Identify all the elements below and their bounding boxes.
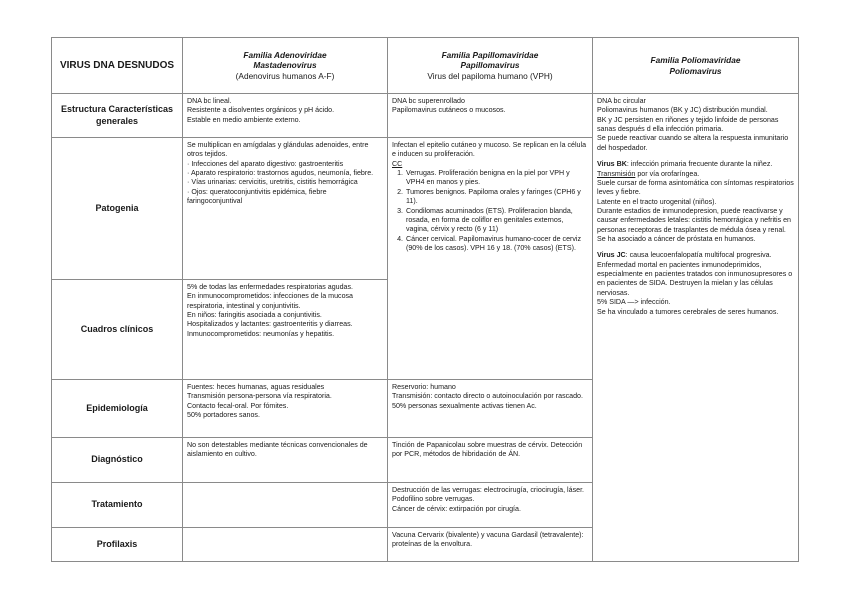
cc-label: CC [392,159,403,168]
text-line: 5% SIDA —> infección. [597,298,671,307]
text-line: Papilomavirus cutáneos o mucosos. [392,106,506,115]
polio-family: Familia Poliomaviridae [650,55,741,66]
papilo-sub: Virus del papiloma humano (VPH) [427,70,553,81]
text-line: Poliomavirus humanos (BK y JC) distribución mundial. [597,106,768,115]
list-item: 1. Verrugas. Proliferación benigna en la piel por VPH y VPH4 en manos y pies. [405,169,588,188]
label-tratamiento: Tratamiento [52,483,183,528]
text-line: Se ha asociado a cáncer de próstata en humanos. [597,235,756,244]
label-cuadros: Cuadros clínicos [52,280,183,380]
papilo-genus: Papillomavirus [460,60,520,71]
adeno-profilaxis [183,528,388,562]
jc-text: : causa leucoenfalopatía multifocal progresiva. Enfermedad mortal en pacientes inmunodeprimidos, especialmente en pacientes tratados con inmunosupresores o en pacientes de SIDA. Destruyen la mielan y las células nerviosas. [597,251,793,297]
papilo-profilaxis [388,528,593,562]
bk-text: : infección primaria frecuente durante la niñez. [626,160,773,169]
text-line: No son detestables mediante técnicas convencionales de aislamiento en cultivo. [187,441,368,459]
jc-label: Virus JC [597,251,626,260]
adeno-sub: (Adenovirus humanos A-F) [235,70,335,81]
trans-line [597,170,794,179]
text-line: Resistente a disolventes orgánicos y pH ácido. [187,106,335,115]
text-line: BK y JC persisten en riñones y tejido linfoide de personas sanas después d ella infección primaria. [597,115,779,134]
text-line: 50% personas sexualmente activas tienen Ac. [392,401,537,410]
text-line: Se puede reactivar cuando se altera la respuesta inmunitario del hospedador. [597,134,789,152]
label-estructura: Estructura Características generales [52,94,183,138]
adeno-cuadros [183,280,388,380]
papilo-estructura [388,94,593,138]
corner-title: VIRUS DNA DESNUDOS [52,38,183,94]
text-line: Se multiplican en amígdalas y glándulas adenoides, entre otros tejidos. [187,141,369,159]
text-line: · Ojos: queratoconjuntivitis epidémica, fiebre faringoconjuntival [187,187,327,206]
text-line: Estable en medio ambiente externo. [187,115,301,124]
text-line: 5% de todas las enfermedades respiratorias agudas. [187,283,354,291]
text-line: Se ha vinculado a tumores cerebrales de seres humanos. [597,307,779,316]
text-line: DNA bc lineal. [187,97,232,105]
papilo-list [392,169,588,253]
papilo-family: Familia Papillomaviridae [441,49,539,60]
papilo-diagnostico [388,438,593,483]
list-item: 3. Condilomas acuminados (ETS). Proliferacion blanda, rosada, en forma de coliflor en genitales externos, vagina, cérvix y recto (6 y 11) [405,207,588,235]
text-line: Durante estadios de inmunodepresion, puede reactivarse y causar enfermedades letales: cistitis hemorrágica y nefritis en personas receptoras de trasplantes de médula ósea y renal. [597,206,791,234]
adeno-epidemiologia [183,380,388,438]
text-line: Infectan el epitelio cutáneo y mucoso. Se replican en la célula e inducen su proliferación. [392,141,587,159]
text-line: DNA bc superenrollado [392,97,465,105]
trans-text: por vía orofaríngea. [635,169,700,178]
header-adenoviridae [183,38,388,94]
text-line: Vacuna Cervarix (bivalente) y vacuna Gardasil (tetravalente): proteínas de la envoltura. [392,531,584,549]
text-line: Inmunocomprometidos: neumonías y hepatitis. [187,329,335,338]
bk-line [597,160,794,169]
label-profilaxis: Profilaxis [52,528,183,562]
label-diagnostico: Diagnóstico [52,438,183,483]
text-line: · Aparato respiratorio: trastornos agudos, neumonía, fiebre. [187,169,374,178]
adeno-family: Familia Adenoviridae [243,49,327,60]
polio-cell [593,94,799,562]
adeno-estructura [183,94,388,138]
text-line: Fuentes: heces humanas, aguas residuales [187,383,325,391]
adeno-diagnostico [183,438,388,483]
list-item: 4. Cáncer cervical. Papilomavirus humano-cocer de cerviz (90% de los casos). VPH 16 y 18. (70% casos) (ETS). [405,235,588,254]
text-line: DNA bc circular [597,97,646,105]
text-line: Latente en el tracto urogenital (niños). [597,197,717,206]
text-line: Transmisión: contacto directo o autoinoculación por rascado. [392,392,583,401]
header-row [52,38,799,94]
text-line: 50% portadores sanos. [187,411,260,420]
text-line: Tinción de Papanicolau sobre muestras de cérvix. Detección por PCR, métodos de hibridación de ÁN. [392,441,583,459]
text-line: Contacto fecal-oral. Por fómites. [187,401,289,410]
label-epidemiologia: Epidemiología [52,380,183,438]
trans-label: Transmisión [597,169,636,178]
virus-table [51,37,799,562]
polio-genus: Poliomavirus [669,65,722,76]
text-line: Suele cursar de forma asintomática con síntomas respiratorios leves y fiebre. [597,178,794,197]
papilo-epidemiologia [388,380,593,438]
row-estructura [52,94,799,138]
adeno-patogenia [183,138,388,280]
papilo-tratamiento [388,483,593,528]
list-item: 2. Tumores benignos. Papiloma orales y faringes (CPH6 y 11). [405,188,588,207]
text-line: En inmunocomprometidos: infecciones de la mucosa respiratoria, intestinal y conjuntivitis. [187,292,353,310]
adeno-genus: Mastadenovirus [253,60,317,71]
text-line: Transmisión persona-persona vía respiratoria. [187,392,332,401]
header-poliomaviridae [593,38,799,94]
text-line: En niños: faringitis asociada a conjuntivitis. [187,311,322,320]
adeno-tratamiento [183,483,388,528]
text-line: Destrucción de las verrugas: electrocirugía, criocirugía, láser. Podofilino sobre verrugas. [392,486,585,504]
text-line: Hospitalizados y lactantes: gastroenteritis y diarreas. [187,320,353,329]
text-line: Reservorio: humano [392,383,456,391]
header-papillomaviridae [388,38,593,94]
label-patogenia: Patogenia [52,138,183,280]
text-line: · Infecciones del aparato digestivo: gastroenteritis [187,159,344,168]
papilo-patogenia [388,138,593,380]
text-line: · Vías urinarias: cervicitis, uretritis, cistitis hemorrágica [187,178,358,187]
jc-line [597,251,794,298]
text-line: Cáncer de cérvix: extirpación por cirugía. [392,504,521,513]
bk-label: Virus BK [597,160,627,169]
